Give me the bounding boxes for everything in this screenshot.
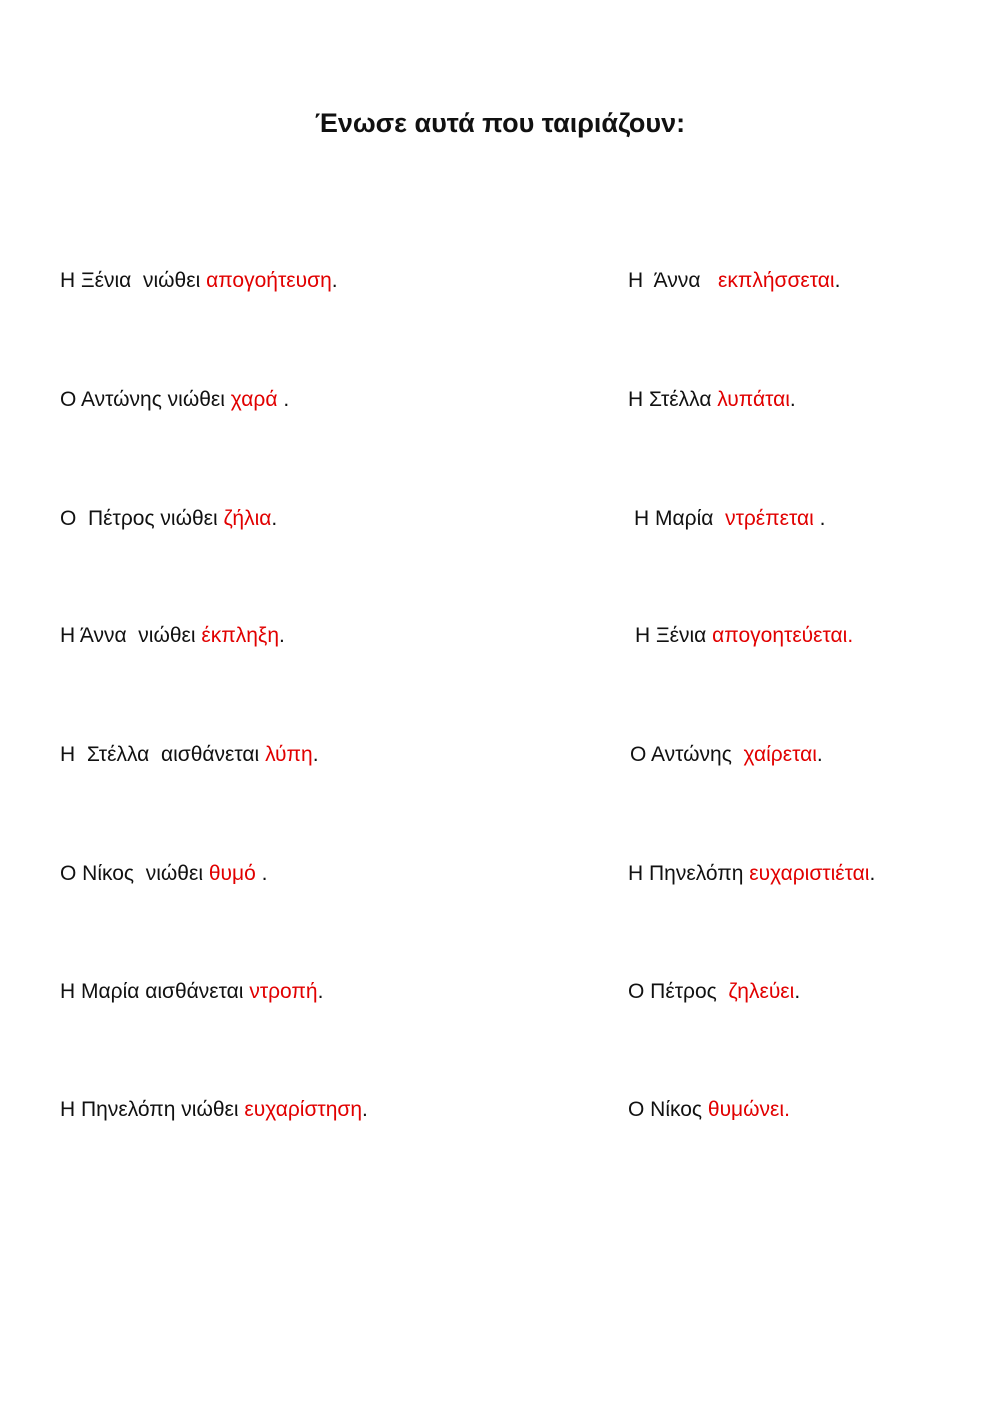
- right-sentence-5-end: .: [816, 743, 823, 766]
- left-sentence-1[interactable]: [60, 267, 338, 295]
- right-sentence-6[interactable]: [628, 860, 875, 888]
- right-sentence-1-end: .: [834, 269, 841, 292]
- left-sentence-1-emotion: απογοήτευση: [206, 269, 332, 292]
- right-sentence-7-verb: ζηλεύει: [728, 980, 795, 1003]
- left-sentence-2-end: .: [283, 388, 290, 411]
- right-sentence-5-subject: Ο Αντώνης: [630, 743, 744, 766]
- right-sentence-3[interactable]: [634, 505, 826, 533]
- left-sentence-1-end: .: [331, 269, 338, 292]
- right-sentence-2[interactable]: [628, 386, 796, 414]
- right-sentence-2-subject: Η Στέλλα: [628, 388, 718, 411]
- left-sentence-2[interactable]: [60, 386, 289, 414]
- right-sentence-6-subject: Η Πηνελόπη: [628, 862, 750, 885]
- right-sentence-2-end: .: [789, 388, 796, 411]
- right-sentence-6-verb: ευχαριστιέται: [749, 862, 870, 885]
- left-sentence-6[interactable]: [60, 860, 267, 888]
- left-sentence-5-emotion: λύπη: [265, 743, 313, 766]
- left-sentence-8-emotion: ευχαρίστηση: [244, 1098, 363, 1121]
- left-sentence-3-subject: Ο Πέτρος νιώθει: [60, 507, 224, 530]
- right-sentence-2-verb: λυπάται: [717, 388, 790, 411]
- right-sentence-3-subject: Η Μαρία: [634, 507, 726, 530]
- left-sentence-3[interactable]: [60, 505, 277, 533]
- left-sentence-8[interactable]: [60, 1096, 368, 1124]
- right-sentence-4-verb: απογοητεύεται.: [712, 624, 854, 647]
- left-sentence-5-end: .: [312, 743, 319, 766]
- left-sentence-7[interactable]: [60, 978, 323, 1006]
- left-sentence-4[interactable]: [60, 622, 285, 650]
- left-sentence-8-subject: Η Πηνελόπη νιώθει: [60, 1098, 245, 1121]
- right-sentence-7[interactable]: [628, 978, 800, 1006]
- left-sentence-4-end: .: [279, 624, 285, 647]
- left-sentence-4-emotion: έκπληξη: [201, 624, 280, 647]
- right-sentence-7-subject: Ο Πέτρος: [628, 980, 729, 1003]
- left-sentence-8-end: .: [362, 1098, 368, 1121]
- left-sentence-5[interactable]: [60, 741, 319, 769]
- left-sentence-4-subject: Η Άννα νιώθει: [60, 624, 202, 647]
- left-sentence-7-end: .: [317, 980, 324, 1003]
- left-sentence-6-subject: Ο Νίκος νιώθει: [60, 862, 209, 885]
- left-sentence-3-end: .: [271, 507, 278, 530]
- left-sentence-5-subject: Η Στέλλα αισθάνεται: [60, 743, 266, 766]
- right-sentence-4-subject: Η Ξένια: [635, 624, 713, 647]
- right-sentence-8-subject: Ο Νίκος: [628, 1098, 708, 1121]
- left-sentence-6-end: .: [261, 862, 268, 885]
- left-sentence-6-emotion: θυμό: [208, 862, 262, 885]
- right-sentence-8-verb: θυμώνει.: [707, 1098, 790, 1121]
- left-sentence-7-subject: Η Μαρία αισθάνεται: [60, 980, 250, 1003]
- right-sentence-5[interactable]: [630, 741, 823, 769]
- right-sentence-6-end: .: [869, 862, 876, 885]
- right-sentence-1-verb: εκπλήσσεται: [717, 269, 835, 292]
- right-sentence-7-end: .: [794, 980, 801, 1003]
- right-sentence-5-verb: χαίρεται: [743, 743, 817, 766]
- right-sentence-3-verb: ντρέπεται: [725, 507, 820, 530]
- right-sentence-8[interactable]: [628, 1096, 790, 1124]
- right-sentence-1-subject: Η Άννα: [628, 269, 718, 292]
- worksheet-title: Ένωσε αυτά που ταιριάζουν:: [314, 108, 686, 138]
- right-sentence-4[interactable]: [635, 622, 853, 650]
- left-sentence-1-subject: Η Ξένια νιώθει: [60, 269, 207, 292]
- left-sentence-7-emotion: ντροπή: [249, 980, 318, 1003]
- right-sentence-1[interactable]: [628, 267, 840, 295]
- left-sentence-3-emotion: ζήλια: [223, 507, 272, 530]
- left-sentence-2-subject: Ο Αντώνης νιώθει: [60, 388, 231, 411]
- right-sentence-3-end: .: [819, 507, 826, 530]
- left-sentence-2-emotion: χαρά: [230, 388, 284, 411]
